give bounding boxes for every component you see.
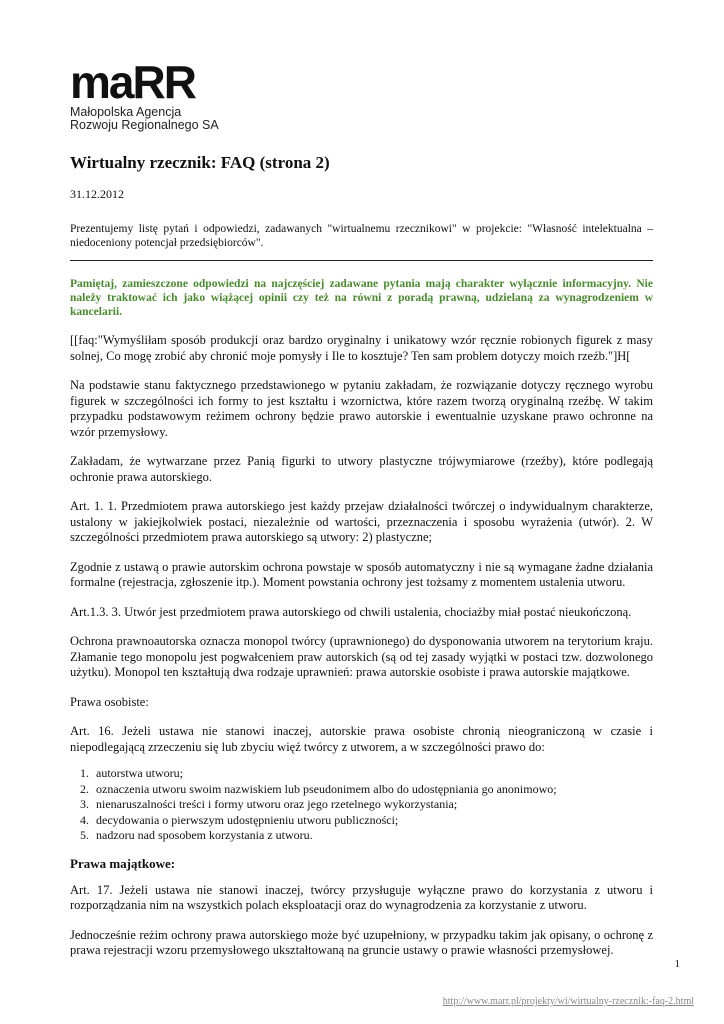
list-item: 5. nadzoru nad sposobem korzystania z utworu. — [92, 828, 653, 844]
section-label-personal-rights: Prawa osobiste: — [70, 694, 149, 709]
logo-subtitle — [70, 106, 653, 132]
marr-logo — [70, 60, 653, 142]
logo-line-2: Rozwoju Regionalnego SA — [70, 118, 219, 132]
faq-question: [[faq:"Wymyśliłam sposób produkcji oraz bardzo oryginalny i unikatowy wzór ręcznie robionych figurek z masy solnej, Co mogę zrobić aby chronić moje pomysły i Ile to kosztuje? Ten sam problem dotyczy moich rzeźb."]H[ — [70, 333, 653, 363]
answer-paragraph: Na podstawie stanu faktycznego przedstawionego w pytaniu zakładam, że rozwiązanie dotyczy ręcznego wyrobu figurek w szczególności ich formy to jest kształtu i wzornictwa, które razem tworzą oryginalną rzeźbę. W takim przypadku podstawowym reżimem ochrony będzie prawo autorskie i ewentualnie uzyskane prawo ochronne na wzór przemysłowy. — [70, 378, 653, 439]
answer-paragraph: Zgodnie z ustawą o prawie autorskim ochrona powstaje w sposób automatyczny i nie są wymagane żadne działania formalne (rejestracja, zgłoszenie itp.). Moment powstania ochrony jest tożsamy z momentem ustalenia utworu. — [70, 559, 653, 589]
logo-wordmark-text: maRR — [70, 60, 195, 104]
page-number: 1 — [674, 958, 680, 970]
marr-logo-wordmark — [70, 60, 200, 104]
disclaimer-notice: Pamiętaj, zamieszczone odpowiedzi na najczęściej zadawane pytania mają charakter wyłącznie informacyjny. Nie należy traktować ich jako wiążącej opinii czy też na równi z poradą prawną, udzielaną za wynagrodzeniem w kancelarii. — [70, 278, 653, 318]
section-heading-property-rights: Prawa majątkowe: — [70, 855, 176, 871]
answer-paragraph: Ochrona prawnoautorska oznacza monopol twórcy (uprawnionego) do dysponowania utworem na terytorium kraju. Złamanie tego monopolu jest pogwałceniem praw autorskich (są od tej zasady wyjątki w postaci tzw. dozwolonego użytku). Monopol ten kształtują dwa rodzaje uprawnień: prawa autorskie osobiste i prawa autorskie majątkowe. — [70, 634, 653, 679]
list-item: 4. decydowania o pierwszym udostępnieniu utworu publiczności; — [92, 813, 653, 829]
logo-line-1: Małopolska Agencja — [70, 105, 182, 119]
divider — [70, 260, 653, 261]
document-page — [70, 60, 653, 959]
answer-paragraph: Jednocześnie reżim ochrony prawa autorskiego może być uzupełniony, w przypadku takim jak opisany, o ochronę z prawa rejestracji wzoru przemysłowego ukształtowaną na gruncie ustawy o prawie własności przemysłowej. — [70, 927, 653, 957]
list-item: 1. autorstwa utworu; — [92, 766, 653, 782]
source-url-link[interactable]: http://www.marr.pl/projekty/wi/wirtualny-rzecznik:-faq-2.html — [442, 996, 694, 1007]
list-item: 2. oznaczenia utworu swoim nazwiskiem lub pseudonimem albo do udostępniania go anonimowo; — [92, 782, 653, 798]
list-item: 3. nienaruszalności treści i formy utworu oraz jego rzetelnego wykorzystania; — [92, 797, 653, 813]
answer-paragraph: Art.1.3. 3. Utwór jest przedmiotem prawa autorskiego od chwili ustalenia, chociażby miał postać nieukończoną. — [70, 604, 632, 619]
publication-date: 31.12.2012 — [70, 187, 124, 201]
intro-text: Prezentujemy listę pytań i odpowiedzi, zadawanych "wirtualnemu rzecznikowi" w projekcie: "Własność intelektualna – niedoceniony potencjał przedsiębiorców". — [70, 223, 653, 249]
rights-list — [70, 766, 653, 844]
answer-paragraph: Art. 1. 1. Przedmiotem prawa autorskiego jest każdy przejaw działalności twórczej o indywidualnym charakterze, ustalony w jakiejkolwiek postaci, niezależnie od wartości, przeznaczenia i sposobu wyrażenia (utwór). 2. W szczególności przedmiotem prawa autorskiego są utwory: 2) plastyczne; — [70, 499, 653, 544]
answer-paragraph: Art. 17. Jeżeli ustawa nie stanowi inaczej, twórcy przysługuje wyłączne prawo do korzystania z utworu i rozporządzania nim na wszystkich polach eksploatacji oraz do wynagrodzenia za korzystanie z utworu. — [70, 882, 653, 912]
page-title: Wirtualny rzecznik: FAQ (strona 2) — [70, 153, 330, 172]
answer-paragraph: Zakładam, że wytwarzane przez Panią figurki to utwory plastyczne trójwymiarowe (rzeźby), które podlegają ochronie prawa autorskiego. — [70, 454, 653, 484]
answer-paragraph: Art. 16. Jeżeli ustawa nie stanowi inaczej, autorskie prawa osobiste chronią nieograniczoną w czasie i niepodlegającą zrzeczeniu się lub zbyciu więź twórcy z utworem, a w szczególności prawo do: — [70, 724, 653, 754]
